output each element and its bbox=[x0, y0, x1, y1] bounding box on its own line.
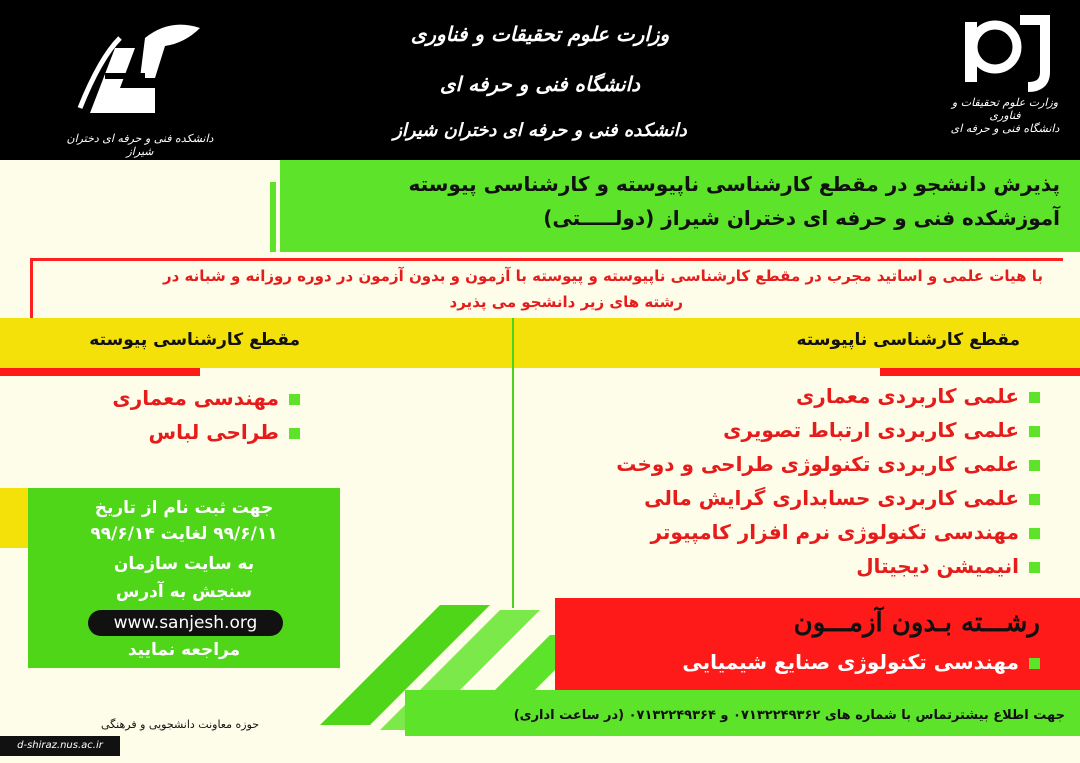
title-line-2: آموزشکده فنی و حرفه ای دختران شیراز (دولـــــتی) bbox=[543, 206, 1060, 230]
square-bullet-icon bbox=[1029, 494, 1040, 505]
intro-box bbox=[30, 258, 1063, 324]
list-item: علمی کاربردی ارتباط تصویری bbox=[530, 418, 1040, 452]
ministry-name: وزارت علوم تحقیقات و فناوری bbox=[410, 22, 670, 46]
college-logo bbox=[60, 18, 220, 158]
college-logo-caption: دانشکده فنی و حرفه ای دختران شیراز bbox=[66, 132, 214, 158]
list-item: علمی کاربردی حسابداری گرایش مالی bbox=[530, 486, 1040, 520]
square-bullet-icon bbox=[289, 394, 300, 405]
square-bullet-icon bbox=[1029, 528, 1040, 539]
ministry-caption-1: وزارت علوم تحقیقات و فناوری bbox=[951, 96, 1059, 122]
square-bullet-icon bbox=[1029, 658, 1040, 669]
university-emblem-left-icon bbox=[60, 18, 220, 128]
registration-dates: ۹۹/۶/۱۱ لغایت ۹۹/۶/۱۴ bbox=[90, 524, 278, 544]
college-name: دانشکده فنی و حرفه ای دختران شیراز bbox=[393, 120, 687, 141]
list-item: طراحی لباس bbox=[60, 420, 300, 454]
no-exam-box bbox=[555, 598, 1080, 690]
left-red-stripe bbox=[0, 368, 200, 376]
intro-line-1: با هیات علمی و اساتید مجرب در مقطع کارشناسی ناپیوسته و پیوسته با آزمون و بدون آزمون در دوره روزانه و شبانه در bbox=[162, 267, 1043, 285]
sanjesh-website-link[interactable]: www.sanjesh.org bbox=[88, 610, 283, 636]
list-item: مهندسی تکنولوژی نرم افزار کامپیوتر bbox=[530, 520, 1040, 554]
ministry-caption-2: دانشگاه فنی و حرفه ای bbox=[950, 122, 1060, 135]
list-item: علمی کاربردی معماری bbox=[530, 384, 1040, 418]
no-exam-heading: رشـــته بـدون آزمـــون bbox=[793, 608, 1040, 638]
square-bullet-icon bbox=[1029, 562, 1040, 573]
ministry-logo-right-icon bbox=[950, 12, 1060, 92]
intro-line-2: رشته های زیر دانشجو می پذیرد bbox=[449, 293, 683, 311]
square-bullet-icon bbox=[1029, 426, 1040, 437]
square-bullet-icon bbox=[289, 428, 300, 439]
square-bullet-icon bbox=[1029, 392, 1040, 403]
discontinuous-heading: مقطع کارشناسی ناپیوسته bbox=[796, 330, 1020, 350]
university-name: دانشگاه فنی و حرفه ای bbox=[439, 72, 641, 96]
watermark-tag: d-shiraz.nus.ac.ir bbox=[0, 736, 120, 756]
registration-accent bbox=[0, 488, 28, 548]
registration-line-1: جهت ثبت نام از تاریخ bbox=[94, 498, 274, 518]
square-bullet-icon bbox=[1029, 460, 1040, 471]
title-line-1: پذیرش دانشجو در مقطع کارشناسی ناپیوسته و کارشناسی پیوسته bbox=[408, 172, 1060, 196]
bottom-strip bbox=[120, 736, 1080, 763]
continuous-list bbox=[60, 386, 300, 454]
no-exam-item: مهندسی تکنولوژی صنایع شیمیایی bbox=[560, 650, 1040, 674]
registration-line-5: مراجعه نمایید bbox=[127, 640, 241, 660]
discontinuous-list bbox=[530, 384, 1040, 588]
column-divider bbox=[512, 318, 514, 608]
credit-text: حوزه معاونت دانشجویی و فرهنگی bbox=[100, 718, 260, 731]
list-item: مهندسی معماری bbox=[60, 386, 300, 420]
ministry-logo bbox=[950, 12, 1060, 142]
registration-line-4: سنجش به آدرس bbox=[115, 582, 253, 602]
list-item: انیمیشن دیجیتال bbox=[530, 554, 1040, 588]
right-red-stripe bbox=[880, 368, 1080, 376]
title-band bbox=[280, 160, 1080, 252]
continuous-heading: مقطع کارشناسی پیوسته bbox=[89, 330, 300, 350]
contact-info: جهت اطلاع بیشترتماس با شماره های ۰۷۱۳۲۲۴۹۳۶۲ و ۰۷۱۳۲۲۴۹۳۶۴ (در ساعت اداری) bbox=[513, 708, 1065, 723]
list-item: علمی کاربردی تکنولوژی طراحی و دوخت bbox=[530, 452, 1040, 486]
title-accent bbox=[270, 182, 276, 252]
registration-line-3: به سایت سازمان bbox=[113, 554, 255, 574]
